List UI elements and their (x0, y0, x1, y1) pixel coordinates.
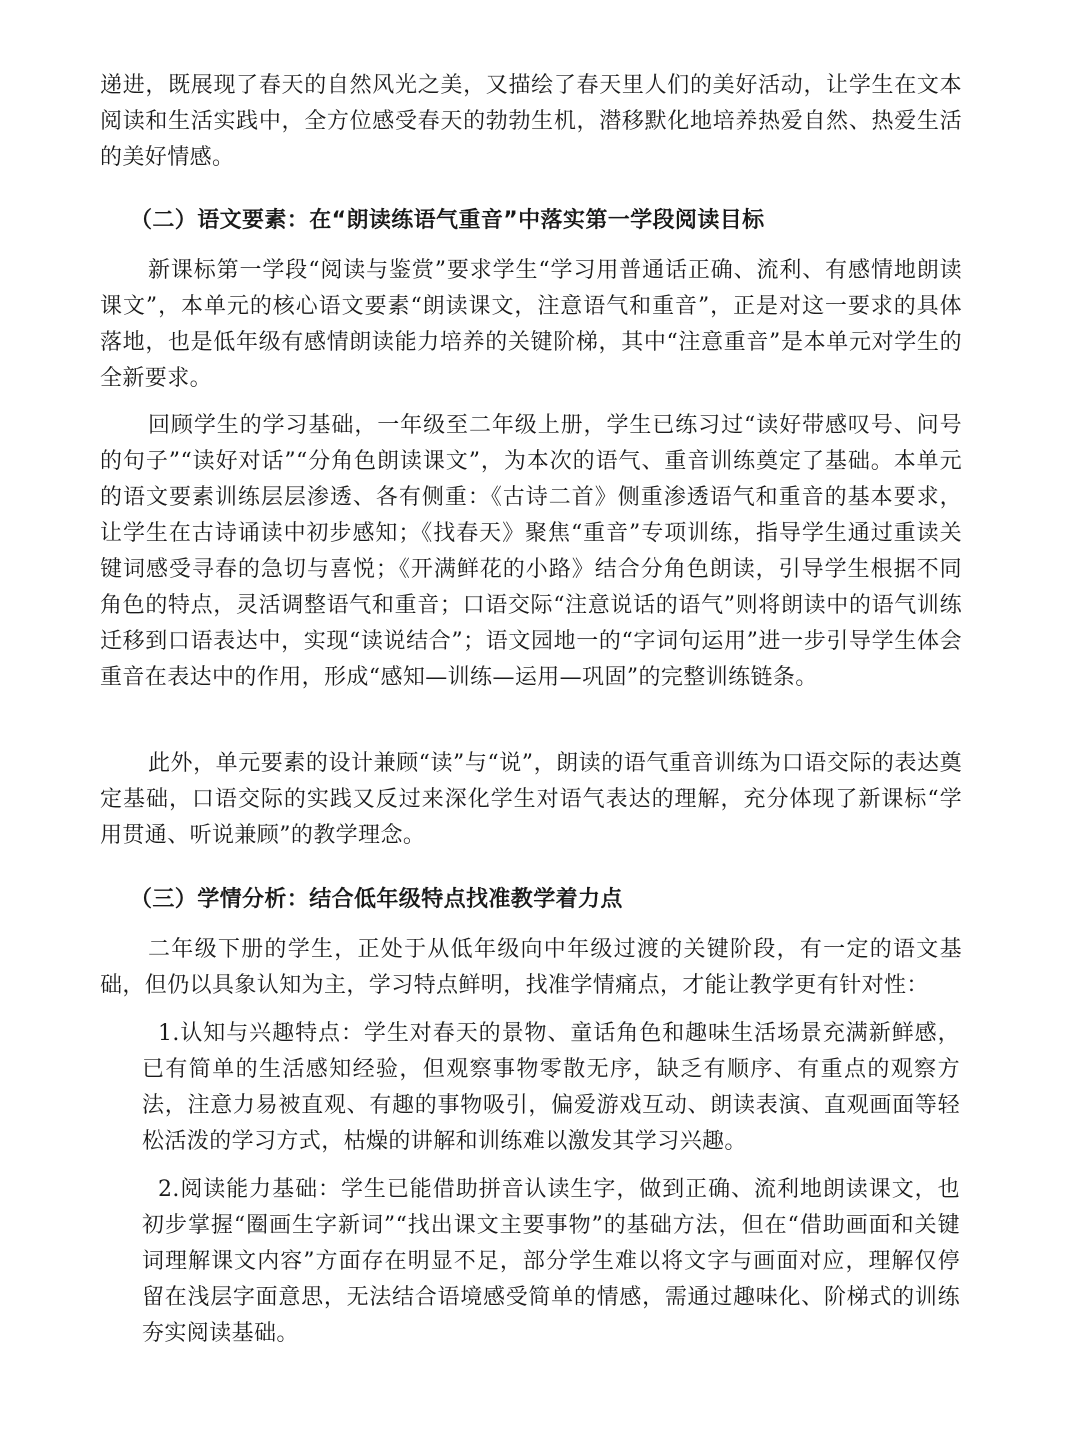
section-2-paragraph-1: 新课标第一学段“阅读与鉴赏”要求学生“学习用普通话正确、流利、有感情地朗读课文”，本单元的核心语文要素“朗读课文，注意语气和重音”，正是对这一要求的具体落地，也是低年级有感情朗读能力培养的关键阶梯，其中“注意重音”是本单元对学生的全新要求。 (100, 258, 962, 391)
section-2-paragraph-3: 此外，单元要素的设计兼顾“读”与“说”，朗读的语气重音训练为口语交际的表达奠定基础，口语交际的实践又反过来深化学生对语气表达的理解，充分体现了新课标“学用贯通、听说兼顾”的教学理念。 (100, 751, 962, 848)
section-3-item-1: 1.认知与兴趣特点：学生对春天的景物、童话角色和趣味生活场景充满新鲜感，已有简单的生活感知经验，但观察事物零散无序，缺乏有顺序、有重点的观察方法，注意力易被直观、有趣的事物吸引，偏爱游戏互动、朗读表演、直观画面等轻松活泼的学习方式，枯燥的讲解和训练难以激发其学习兴趣。 (142, 1021, 960, 1154)
continued-paragraph: 递进，既展现了春天的自然风光之美，又描绘了春天里人们的美好活动，让学生在文本阅读和生活实践中，全方位感受春天的勃勃生机，潜移默化地培养热爱自然、热爱生活的美好情感。 (100, 73, 962, 170)
section-2-paragraph-2: 回顾学生的学习基础，一年级至二年级上册，学生已练习过“读好带感叹号、问号的句子”“读好对话”“分角色朗读课文”，为本次的语气、重音训练奠定了基础。本单元的语文要素训练层层渗透、各有侧重：《古诗二首》侧重渗透语气和重音的基本要求，让学生在古诗诵读中初步感知；《找春天》聚焦“重音”专项训练，指导学生通过重读关键词感受寻春的急切与喜悦；《开满鲜花的小路》结合分角色朗读，引导学生根据不同角色的特点，灵活调整语气和重音；口语交际“注意说话的语气”则将朗读中的语气训练迁移到口语表达中，实现“读说结合”；语文园地一的“字词句运用”进一步引导学生体会重音在表达中的作用，形成“感知—训练—运用—巩固”的完整训练链条。 (100, 413, 962, 690)
section-3-heading: （三）学情分析：结合低年级特点找准教学着力点 (130, 887, 623, 912)
section-3-intro: 二年级下册的学生，正处于从低年级向中年级过渡的关键阶段，有一定的语文基础，但仍以具象认知为主，学习特点鲜明，找准学情痛点，才能让教学更有针对性： (100, 937, 962, 998)
section-3-item-2: 2.阅读能力基础：学生已能借助拼音认读生字，做到正确、流利地朗读课文，也初步掌握“圈画生字新词”“找出课文主要事物”的基础方法，但在“借助画面和关键词理解课文内容”方面存在明显不足，部分学生难以将文字与画面对应，理解仅停留在浅层字面意思，无法结合语境感受简单的情感，需通过趣味化、阶梯式的训练夯实阅读基础。 (142, 1177, 960, 1346)
section-2-heading: （二）语文要素：在“朗读练语气重音”中落实第一学段阅读目标 (130, 208, 765, 233)
